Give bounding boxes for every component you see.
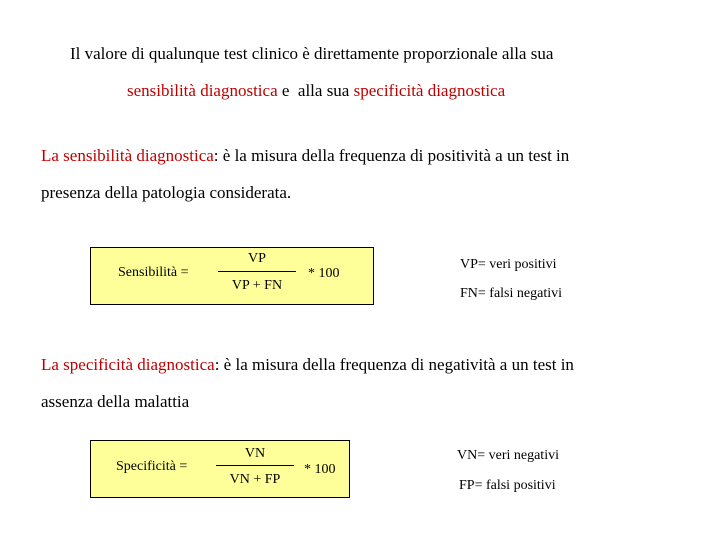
specificity-definition-line-1 xyxy=(41,355,574,375)
intro-specificity-term: specificità diagnostica xyxy=(353,81,506,100)
sensitivity-denominator: VP + FN xyxy=(231,278,283,293)
specificity-denominator: VN + FP xyxy=(229,472,281,487)
sensitivity-multiplier: * 100 xyxy=(308,266,340,281)
specificity-formula-label: Specificità = xyxy=(116,459,188,474)
intro-line-2 xyxy=(127,81,505,101)
specificity-numerator: VN xyxy=(244,446,266,461)
sensitivity-definition-line-2: presenza della patologia considerata. xyxy=(41,183,292,202)
specificity-fraction-bar xyxy=(216,465,294,466)
sensitivity-legend-fn: FN= falsi negativi xyxy=(460,286,562,301)
sensitivity-formula-label: Sensibilità = xyxy=(118,265,189,280)
sensitivity-definition-line-1 xyxy=(41,146,569,166)
specificity-definition-line-2: assenza della malattia xyxy=(41,392,190,411)
specificity-multiplier: * 100 xyxy=(304,462,336,477)
intro-connector: e alla sua xyxy=(277,81,354,100)
specificity-term: La specificità diagnostica xyxy=(41,355,215,374)
sensitivity-term: La sensibilità diagnostica xyxy=(41,146,214,165)
specificity-legend-fp: FP= falsi positivi xyxy=(459,478,556,493)
sensitivity-legend-vp: VP= veri positivi xyxy=(460,257,557,272)
intro-sensitivity-term: sensibilità diagnostica xyxy=(127,81,278,100)
sensitivity-fraction-bar xyxy=(218,271,296,272)
sensitivity-definition-text: : è la misura della frequenza di positività a un test in xyxy=(213,146,570,165)
intro-line-1: Il valore di qualunque test clinico è direttamente proporzionale alla sua xyxy=(70,44,554,63)
sensitivity-numerator: VP xyxy=(248,251,266,266)
specificity-definition-text: : è la misura della frequenza di negatività a un test in xyxy=(214,355,574,374)
specificity-legend-vn: VN= veri negativi xyxy=(457,448,559,463)
